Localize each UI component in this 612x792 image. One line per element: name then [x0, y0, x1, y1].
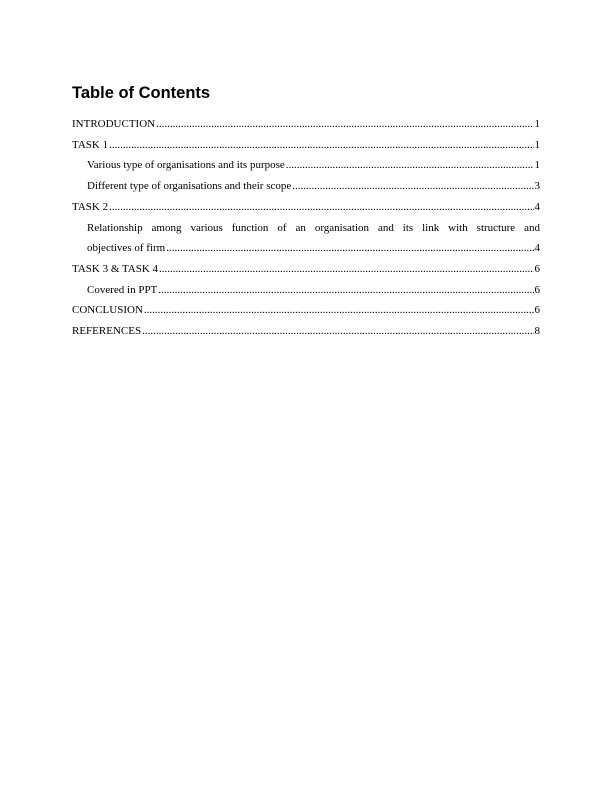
dot-leader — [286, 155, 534, 176]
toc-page-number: 4 — [534, 200, 540, 213]
toc-entry-label: Different type of organisations and their scope — [87, 180, 292, 193]
toc-entry-label: Various type of organisations and its purpose — [87, 159, 285, 172]
dot-leader — [156, 114, 533, 135]
toc-entry-label: Covered in PPT — [87, 283, 158, 296]
toc-page-number: 1 — [534, 159, 540, 172]
table-of-contents — [72, 82, 540, 342]
toc-entry-label: INTRODUCTION — [72, 118, 156, 130]
dot-leader — [166, 238, 533, 259]
toc-page-number: 8 — [534, 325, 540, 338]
toc-entry-label-line1: Relationship among various function of an organisation and its link with structure and — [87, 221, 540, 234]
dot-leader — [109, 197, 533, 218]
toc-page-number: 6 — [534, 304, 540, 317]
toc-entry-label: REFERENCES — [72, 325, 142, 338]
toc-page-number: 6 — [534, 283, 540, 296]
toc-entry-label: TASK 1 — [72, 138, 109, 151]
toc-entry-various-types[interactable] — [87, 155, 540, 176]
toc-entry-different-types[interactable] — [87, 176, 540, 197]
dot-leader — [144, 300, 534, 321]
toc-entry-conclusion[interactable] — [72, 300, 540, 321]
toc-page-number: 3 — [534, 180, 540, 193]
toc-entry-relationship[interactable] — [87, 218, 540, 259]
toc-entry-task-1[interactable] — [72, 135, 540, 156]
toc-page-number: 1 — [534, 118, 540, 130]
dot-leader — [142, 321, 533, 342]
toc-page-number: 4 — [534, 242, 540, 255]
toc-entry-label: TASK 3 & TASK 4 — [72, 262, 159, 275]
toc-entry-references[interactable] — [72, 321, 540, 342]
toc-title: Table of Contents — [72, 84, 211, 102]
dot-leader — [159, 259, 533, 280]
dot-leader — [158, 280, 533, 301]
toc-entry-task-2[interactable] — [72, 197, 540, 218]
dot-leader — [109, 135, 533, 156]
toc-entry-introduction[interactable] — [72, 114, 540, 135]
toc-page-number: 1 — [534, 138, 540, 151]
toc-entry-label: CONCLUSION — [72, 304, 143, 317]
toc-page-number: 6 — [534, 262, 540, 275]
toc-entry-task-3-4[interactable] — [72, 259, 540, 280]
toc-entry-covered-in-ppt[interactable] — [87, 280, 540, 301]
dot-leader — [292, 176, 533, 197]
toc-entry-label: TASK 2 — [72, 200, 109, 213]
toc-entry-label-line2: objectives of firm — [87, 242, 166, 255]
